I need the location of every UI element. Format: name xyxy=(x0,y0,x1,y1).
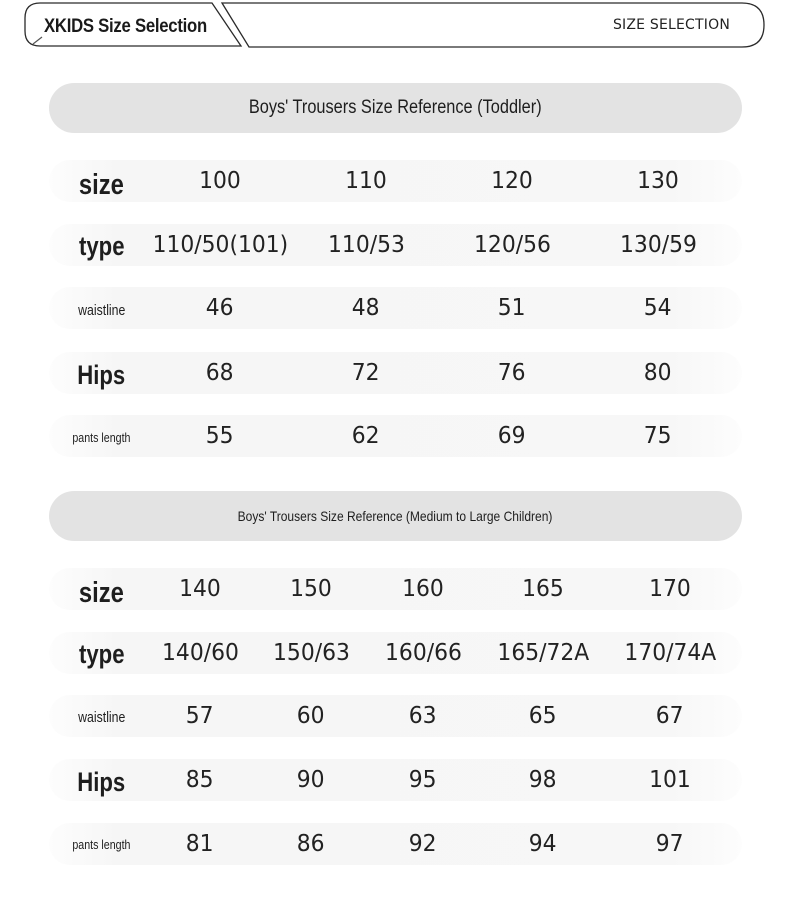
table-cell: 170/74A xyxy=(624,640,716,666)
table-cell: 69 xyxy=(498,423,526,449)
table-cell: 165/72A xyxy=(497,640,589,666)
table-row-waistline xyxy=(49,695,742,737)
table-cell: 140/60 xyxy=(161,640,239,666)
table-cell: 94 xyxy=(529,831,557,857)
table-cell: 130/59 xyxy=(619,232,697,258)
table-row-hips xyxy=(49,759,742,801)
row-label-type: type xyxy=(78,638,125,669)
table-cell: 63 xyxy=(409,703,437,729)
row-label-hips: Hips xyxy=(77,359,126,390)
table-cell: 120/56 xyxy=(473,232,551,258)
table-cell: 81 xyxy=(186,831,214,857)
table-cell: 95 xyxy=(409,767,437,793)
table-cell: 48 xyxy=(352,295,380,321)
table-cell: 46 xyxy=(206,295,234,321)
table-cell: 57 xyxy=(186,703,214,729)
row-label-waistline: waistline xyxy=(77,708,126,726)
table-row-pants-length xyxy=(49,415,742,457)
table-cell: 160/66 xyxy=(384,640,462,666)
table-cell: 110/50(101) xyxy=(152,232,288,258)
table-cell: 54 xyxy=(644,295,672,321)
table-cell: 62 xyxy=(352,423,380,449)
table-row-size xyxy=(49,568,742,610)
row-label-size: size xyxy=(79,576,124,609)
table-cell: 97 xyxy=(656,831,684,857)
table-cell: 110 xyxy=(345,168,387,194)
size-selection-heading: SIZE SELECTION xyxy=(612,17,730,33)
table-row-hips xyxy=(49,352,742,394)
table-cell: 130 xyxy=(637,168,679,194)
table-row-waistline xyxy=(49,287,742,329)
row-label-pants-length: pants length xyxy=(72,836,131,852)
table-toddler-title: Boys' Trousers Size Reference (Toddler) xyxy=(249,97,542,118)
row-label-size: size xyxy=(79,168,124,201)
table-cell: 86 xyxy=(297,831,325,857)
table-cell: 100 xyxy=(199,168,241,194)
table-cell: 101 xyxy=(649,767,691,793)
table-cell: 75 xyxy=(644,423,672,449)
row-label-hips: Hips xyxy=(77,766,126,797)
table-cell: 98 xyxy=(529,767,557,793)
table-cell: 90 xyxy=(297,767,325,793)
row-label-type: type xyxy=(78,230,125,261)
table-cell: 60 xyxy=(297,703,325,729)
page-header xyxy=(0,0,790,56)
table-toddler-title-banner xyxy=(49,83,742,133)
table-row-type xyxy=(49,632,742,674)
table-cell: 80 xyxy=(644,360,672,386)
table-cell: 165 xyxy=(522,576,564,602)
table-cell: 85 xyxy=(186,767,214,793)
table-cell: 92 xyxy=(409,831,437,857)
table-cell: 65 xyxy=(529,703,557,729)
table-cell: 76 xyxy=(498,360,526,386)
table-cell: 150 xyxy=(290,576,332,602)
table-large-children-title-banner xyxy=(49,491,742,541)
table-cell: 68 xyxy=(206,360,234,386)
table-large-children-title: Boys' Trousers Size Reference (Medium to Large Children) xyxy=(238,508,553,524)
table-cell: 110/53 xyxy=(327,232,405,258)
brand-title: XKIDS Size Selection xyxy=(44,16,207,37)
table-cell: 67 xyxy=(656,703,684,729)
table-cell: 150/63 xyxy=(272,640,350,666)
table-cell: 51 xyxy=(498,295,526,321)
table-row-size xyxy=(49,160,742,202)
table-row-type xyxy=(49,224,742,266)
table-cell: 72 xyxy=(352,360,380,386)
table-cell: 160 xyxy=(402,576,444,602)
table-cell: 140 xyxy=(179,576,221,602)
row-label-pants-length: pants length xyxy=(72,429,131,445)
table-row-pants-length xyxy=(49,823,742,865)
table-cell: 120 xyxy=(491,168,533,194)
row-label-waistline: waistline xyxy=(77,301,126,319)
table-cell: 55 xyxy=(206,423,234,449)
table-cell: 170 xyxy=(649,576,691,602)
